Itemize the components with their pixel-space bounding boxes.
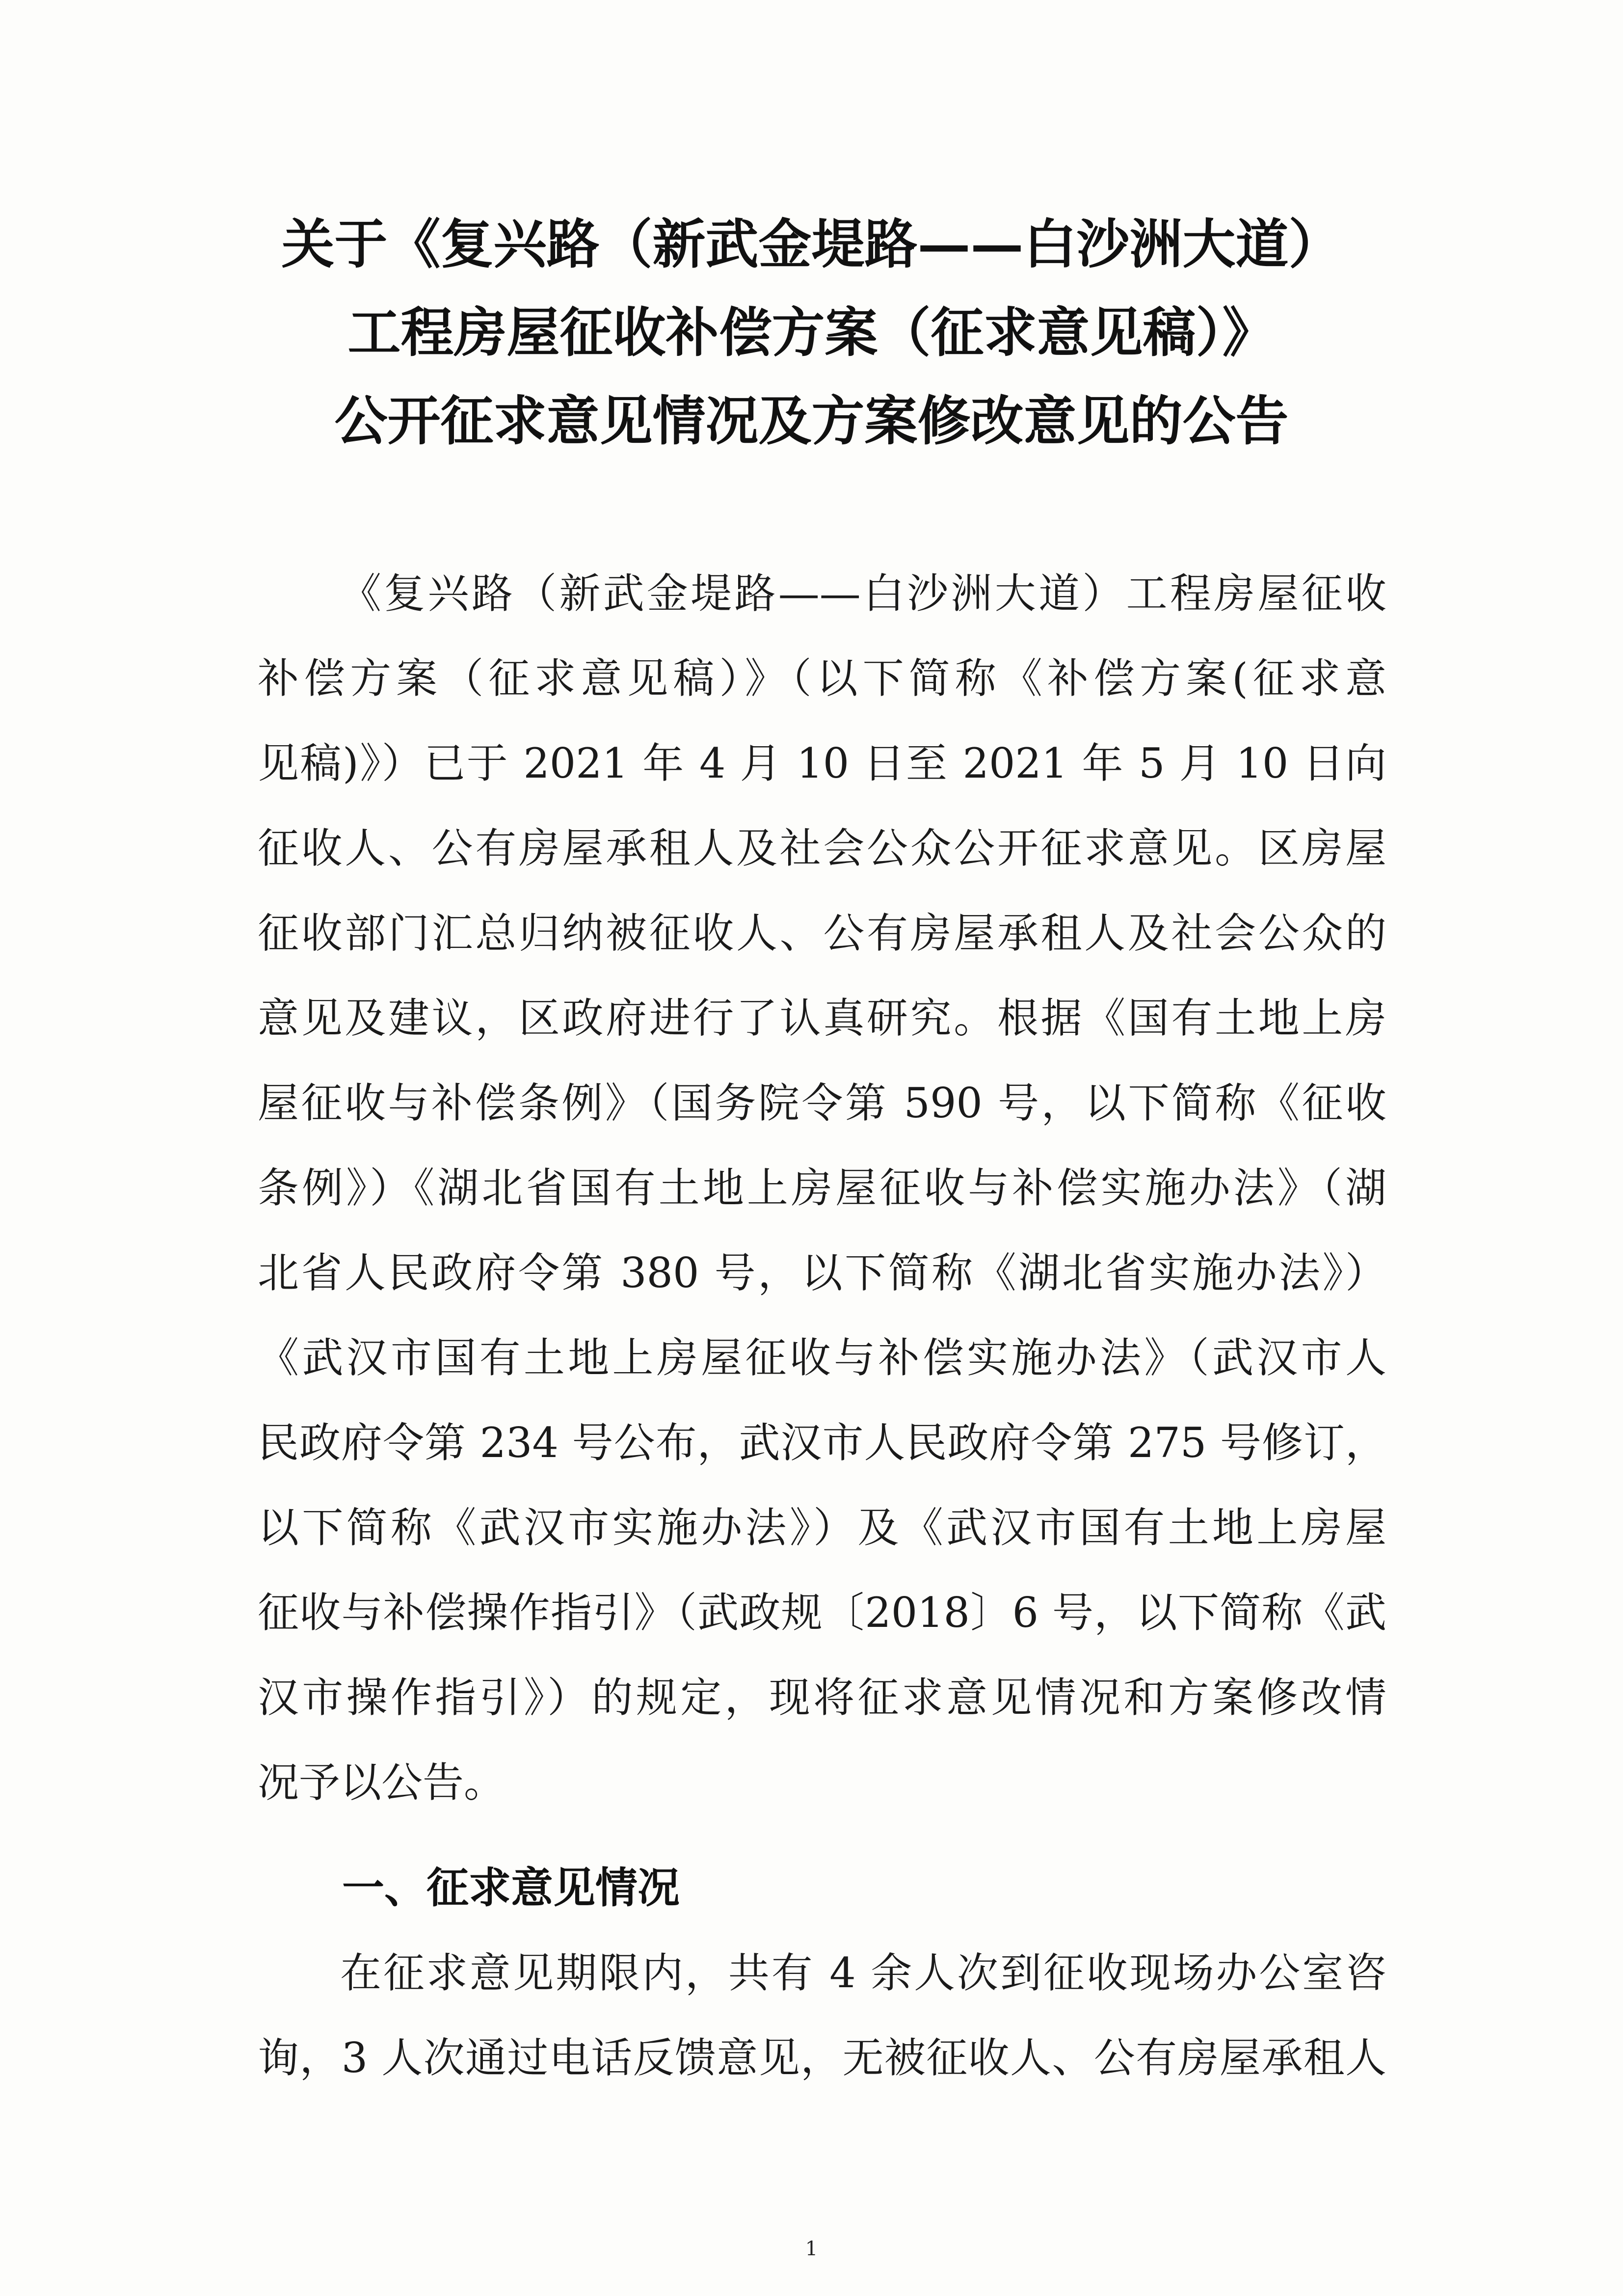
- paragraph-line: 询，3 人次通过电话反馈意见，无被征收人、公有房屋承租人: [258, 2034, 1386, 2082]
- paragraph-line: 汉市操作指引》）的规定，现将征求意见情况和方案修改情: [258, 1674, 1386, 1722]
- document-title: [0, 200, 1623, 465]
- body-paragraph: [258, 551, 1386, 1825]
- title-line: 关于《复兴路（新武金堤路——白沙洲大道）: [281, 214, 1342, 275]
- paragraph-line: 补偿方案（征求意见稿）》（以下简称《补偿方案(征求意: [258, 654, 1386, 702]
- paragraph-line: 意见及建议，区政府进行了认真研究。根据《国有土地上房: [258, 994, 1386, 1042]
- title-line: 工程房屋征收补偿方案（征求意见稿）》: [347, 302, 1276, 364]
- paragraph-line: 《复兴路（新武金堤路——白沙洲大道）工程房屋征收: [340, 569, 1386, 618]
- paragraph-line: 征收人、公有房屋承租人及社会公众公开征求意见。区房屋: [258, 824, 1386, 872]
- body-paragraph: [258, 1931, 1386, 2101]
- document-body: [258, 551, 1386, 2101]
- paragraph-line: 民政府令第 234 号公布，武汉市人民政府令第 275 号修订，: [258, 1419, 1386, 1467]
- paragraph-line: 《武汉市国有土地上房屋征收与补偿实施办法》（武汉市人: [258, 1334, 1386, 1382]
- title-line: 公开征求意见情况及方案修改意见的公告: [334, 390, 1289, 452]
- paragraph-line: 以下简称《武汉市实施办法》）及《武汉市国有土地上房屋: [258, 1504, 1386, 1552]
- paragraph-line: 条例》）《湖北省国有土地上房屋征收与补偿实施办法》（湖: [258, 1164, 1386, 1212]
- paragraph-line: 征收与补偿操作指引》（武政规〔2018〕6 号，以下简称《武: [258, 1589, 1386, 1637]
- paragraph-line: 征收部门汇总归纳被征收人、公有房屋承租人及社会公众的: [258, 909, 1386, 957]
- paragraph-line: 见稿)》）已于 2021 年 4 月 10 日至 2021 年 5 月 10 日向: [258, 739, 1386, 787]
- paragraph-line: 况予以公告。: [258, 1758, 506, 1807]
- paragraph-line: 北省人民政府令第 380 号，以下简称《湖北省实施办法》）: [258, 1249, 1386, 1297]
- page-number: 1: [805, 2238, 818, 2260]
- section-heading: 一、征求意见情况: [342, 1864, 680, 1913]
- paragraph-line: 在征求意见期限内，共有 4 余人次到征收现场办公室咨: [340, 1949, 1386, 1997]
- paragraph-line: 屋征收与补偿条例》（国务院令第 590 号，以下简称《征收: [258, 1079, 1386, 1127]
